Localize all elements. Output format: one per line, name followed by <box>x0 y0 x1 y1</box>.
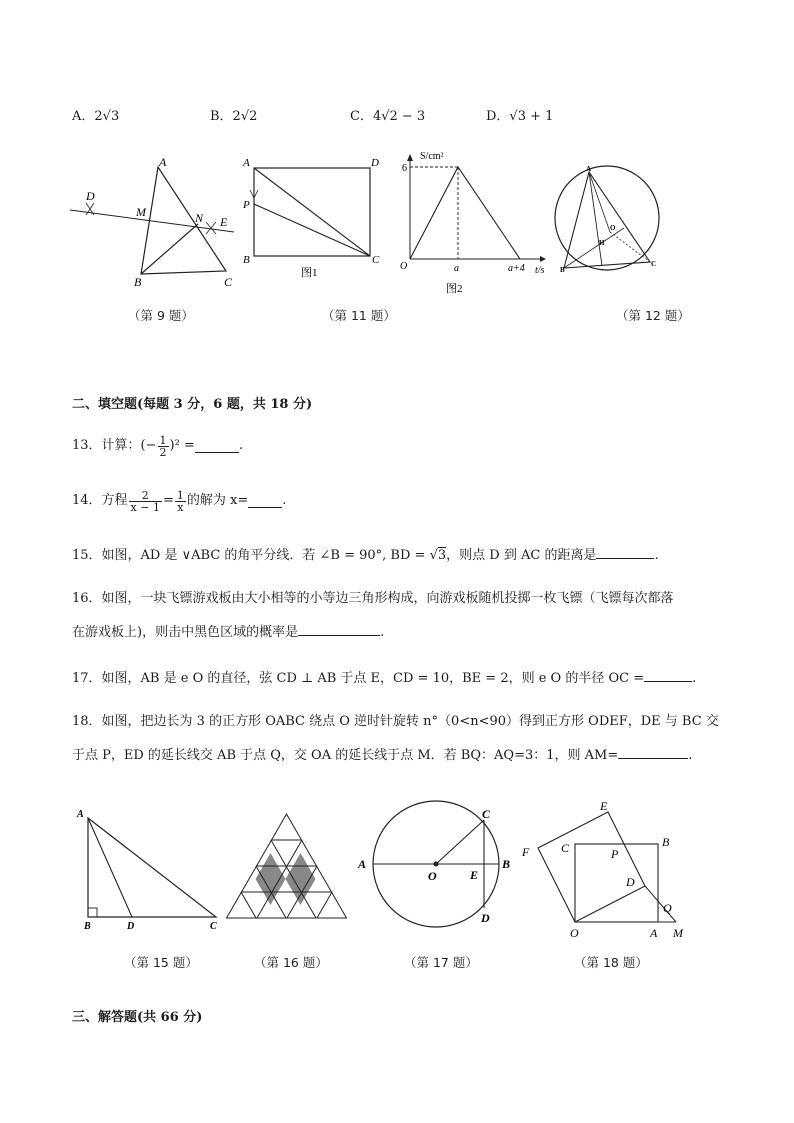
caption-17: （第 17 题） <box>404 955 478 970</box>
fig12-label-c: C <box>651 260 657 268</box>
caption-11: （第 11 题） <box>322 308 396 323</box>
q14-fraction-right: $\frac{1}{x}$ <box>176 488 184 514</box>
fig11-label-d: D <box>371 157 379 169</box>
fig9-label-e: E <box>220 215 228 229</box>
question-17 <box>72 668 696 687</box>
fig9-label-b: B <box>134 275 142 289</box>
q13-fraction: $\frac{1}{2}$ <box>159 433 167 459</box>
fig9-label-n: N <box>195 211 204 225</box>
q17-text: 17．如图，AB 是 e O 的直径，弦 CD ⊥ AB 于点 E，CD = 10，BE = 2，则 e O 的半径 OC = <box>72 671 645 686</box>
fig17-label-c: C <box>482 807 491 821</box>
fig11-label-c: C <box>372 254 380 266</box>
q13-prefix: 13．计算：(− <box>72 438 157 453</box>
fig18-label-m: M <box>673 926 683 940</box>
option-a: A．2√3 <box>72 109 120 124</box>
figure-17 <box>352 800 522 940</box>
fig17-label-e: E <box>470 868 479 882</box>
question-16-line-2 <box>72 622 384 641</box>
q14-prefix: 14．方程 <box>72 493 128 508</box>
q17-answer-blank[interactable] <box>644 668 692 682</box>
caption-9: （第 9 题） <box>128 308 194 323</box>
fig17-label-d: D <box>481 911 490 925</box>
q13-answer-blank[interactable] <box>195 439 239 453</box>
fig11-fig1-label: 图1 <box>301 267 318 279</box>
figure-15 <box>72 802 232 932</box>
fig18-label-o: O <box>570 926 579 940</box>
q18-line-2: 于点 P，ED 的延长线交 AB 于点 Q，交 OA 的延长线于点 M．若 BQ：AQ=3：1，则 AM= <box>72 748 619 763</box>
fig12-label-b: B <box>560 266 565 274</box>
q16-line-1: 16．如图，一块飞镖游戏板由大小相等的小等边三角形构成，向游戏板随机投掷一枚飞镖（飞镖每次都落 <box>72 591 674 606</box>
fig11-label-b: B <box>243 254 250 266</box>
fig15-label-a: A <box>77 809 84 820</box>
question-13 <box>72 432 243 460</box>
fig11b-fig2-label: 图2 <box>446 283 463 295</box>
figure-12 <box>554 160 674 280</box>
question-18-line-2 <box>72 745 692 764</box>
fig17-label-o: O <box>428 869 437 883</box>
caption-18: （第 18 题） <box>574 955 648 970</box>
q16-end: . <box>380 625 385 640</box>
fig18-label-e: E <box>600 799 608 813</box>
q18-line-1: 18．如图，把边长为 3 的正方形 OABC 绕点 O 逆时针旋转 n°（0<n<90）得到正方形 ODEF，DE 与 BC 交 <box>72 714 719 729</box>
q14-answer-blank[interactable] <box>248 494 282 508</box>
section-3-title: 三、解答题(共 66 分) <box>72 1010 203 1025</box>
caption-16: （第 16 题） <box>254 955 328 970</box>
fig18-label-f: F <box>522 845 530 859</box>
fig17-label-b: B <box>502 857 511 871</box>
figure-18 <box>516 796 692 944</box>
fig12-label-o: O <box>610 224 616 232</box>
fig18-label-b: B <box>662 835 670 849</box>
fig18-label-q: Q <box>663 901 672 915</box>
q15-radical: √3 <box>429 548 447 563</box>
fig9-label-c: C <box>224 275 233 289</box>
fig11b-tick-6: 6 <box>402 163 407 174</box>
figure-11-1 <box>238 150 388 282</box>
fig15-label-b: B <box>84 921 91 932</box>
fig11-label-a: A <box>243 157 250 169</box>
q15-end: . <box>654 548 659 563</box>
fig11-label-p: P <box>243 199 250 211</box>
q14-equals: = <box>162 493 174 508</box>
caption-12: （第 12 题） <box>616 308 690 323</box>
q13-suffix: )² = <box>169 438 195 453</box>
q15-text-before: 15．如图，AD 是 ∨ABC 的角平分线．若 ∠B = 90°, BD = <box>72 548 430 563</box>
fig15-label-d: D <box>127 921 135 932</box>
q13-end: . <box>238 438 243 453</box>
fig9-label-a: A <box>159 155 167 169</box>
q18-answer-blank[interactable] <box>618 745 688 759</box>
q17-end: . <box>692 671 697 686</box>
fig18-label-a: A <box>650 926 658 940</box>
q14-suffix: 的解为 x= <box>186 493 249 508</box>
fig18-label-p: P <box>611 847 619 861</box>
q15-answer-blank[interactable] <box>596 545 654 559</box>
question-14 <box>72 484 286 518</box>
fig11b-xlabel: t/s <box>535 265 545 276</box>
q18-end: . <box>688 748 693 763</box>
fig11b-ylabel: S/cm² <box>420 151 444 162</box>
caption-15: （第 15 题） <box>124 955 198 970</box>
fig11b-tick-a4: a+4 <box>508 263 525 274</box>
question-15 <box>72 545 659 564</box>
fig9-label-d: D <box>86 189 95 203</box>
option-d: D．√3 + 1 <box>486 109 554 124</box>
fig9-label-m: M <box>136 205 146 219</box>
figure-16 <box>226 810 356 922</box>
q16-line-2: 在游戏板上)，则击中黑色区域的概率是 <box>72 625 299 640</box>
fig15-label-c: C <box>210 921 217 932</box>
q14-end: . <box>282 493 287 508</box>
fig18-label-d: D <box>626 875 635 889</box>
fig18-label-c: C <box>561 841 570 855</box>
fig12-label-h: H <box>599 239 605 247</box>
fig12-label-a: A <box>586 165 592 173</box>
fig17-label-a: A <box>358 857 367 871</box>
section-2-title: 二、填空题(每题 3 分，6 题，共 18 分) <box>72 397 313 412</box>
q14-fraction-left: $\frac{2}{x - 1}$ <box>130 488 160 514</box>
q16-answer-blank[interactable] <box>298 622 380 636</box>
figure-11-2 <box>394 147 554 297</box>
fig11b-origin: O <box>400 261 408 272</box>
q15-text-after: ，则点 D 到 AC 的距离是 <box>446 548 597 563</box>
figure-9 <box>66 150 246 295</box>
option-c: C．4√2 − 3 <box>350 109 426 124</box>
fig11b-tick-a: a <box>454 263 459 274</box>
option-b: B．2√2 <box>210 109 258 124</box>
